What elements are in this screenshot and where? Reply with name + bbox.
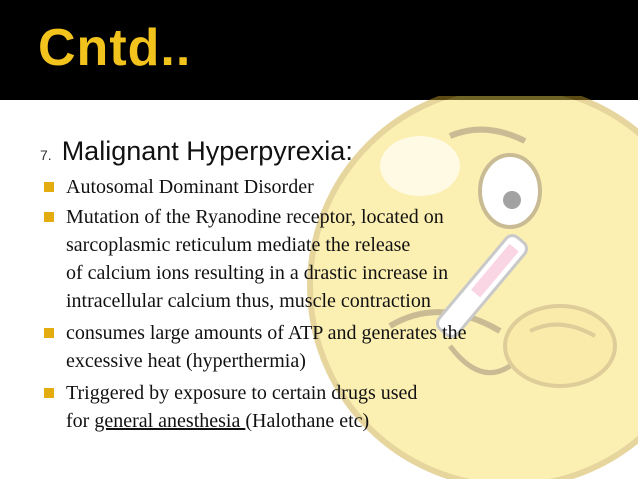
square-bullet-icon bbox=[44, 388, 54, 398]
square-bullet-icon bbox=[44, 182, 54, 192]
heading-row bbox=[40, 136, 353, 167]
bullet-line: of calcium ions resulting in a drastic increase in bbox=[66, 262, 449, 284]
square-bullet-icon bbox=[44, 328, 54, 338]
bullet-line: Triggered by exposure to certain drugs used bbox=[66, 382, 418, 404]
square-bullet-icon bbox=[44, 212, 54, 222]
bullet-line: Autosomal Dominant Disorder bbox=[66, 176, 314, 198]
bullet-line: intracellular calcium thus, muscle contraction bbox=[66, 290, 431, 312]
bullet-line: excessive heat (hyperthermia) bbox=[66, 350, 306, 372]
bullet-line: consumes large amounts of ATP and generates the bbox=[66, 322, 467, 344]
item-number: 7. bbox=[40, 147, 52, 163]
link-suffix: (Halothane etc) bbox=[245, 410, 370, 432]
bullet-line-with-link bbox=[66, 409, 369, 434]
link-prefix: for bbox=[66, 410, 95, 432]
heading-text: Malignant Hyperpyrexia bbox=[61, 136, 346, 166]
general-anesthesia-link[interactable]: general anesthesia bbox=[94, 410, 246, 432]
bullet-line: Mutation of the Ryanodine receptor, located on bbox=[66, 206, 444, 228]
slide-title: Cntd.. bbox=[38, 19, 192, 77]
heading-colon: : bbox=[345, 136, 353, 166]
bullet-line: sarcoplasmic reticulum mediate the release bbox=[66, 234, 411, 256]
